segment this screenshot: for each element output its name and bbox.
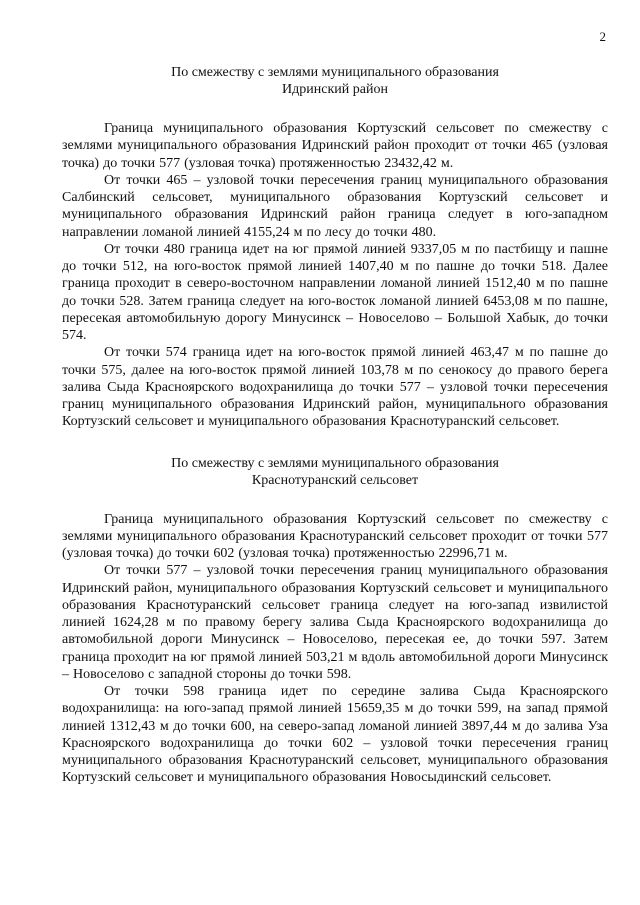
section-krasnoturansky bbox=[62, 455, 608, 787]
paragraph: От точки 574 граница идет на юго-восток прямой линией 463,47 м по пашне до точки 575, далее на юго-восток прямой линией 103,78 м по сенокосу до правого берега залива Сыда Красноярского водохранилища до точки 577 – узловой точки пересечения границ муниципального образования Идринский район, муниципального образования Кортузский сельсовет и муниципального образования Краснотуранский сельсовет. bbox=[62, 345, 608, 430]
paragraph: От точки 480 граница идет на юг прямой линией 9337,05 м по пастбищу и пашне до точки 512, на юго-восток прямой линией 1407,40 м по пашне до точки 518. Далее граница проходит в северо-восточном направлении ломаной линией 1512,40 м по пашне до точки 528. Затем граница следует на юго-восток ломаной линией 6453,08 м по пашне, пересекая автомобильную дорогу Минусинск – Новоселово – Большой Хабык, до точки 574. bbox=[62, 241, 608, 343]
section-heading: По смежеству с землями муниципального образования Краснотуранский сельсовет bbox=[171, 455, 499, 488]
document-body bbox=[62, 64, 608, 787]
paragraph: От точки 598 граница идет по середине залива Сыда Красноярского водохранилища: на юго-запад прямой линией 15659,35 м до точки 599, на запад прямой линией 1312,43 м до точки 600, на северо-запад ломаной линией 3897,44 м до залива Уза Красноярского водохранилища до точки 602 – узловой точки пересечения границ муниципального образования Краснотуранский сельсовет, муниципального образования Кортузский сельсовет и муниципального образования Новосыдинский сельсовет. bbox=[62, 684, 608, 786]
section-heading: По смежеству с землями муниципального образования Идринский район bbox=[171, 65, 499, 97]
section-idrinsky bbox=[62, 64, 608, 431]
paragraph: От точки 465 – узловой точки пересечения границ муниципального образования Салбинский сельсовет, муниципального образования Кортузский сельсовет и муниципального образования Идринский район граница следует в юго-западном направлении ломаной линией 4155,24 м по лесу до точки 480. bbox=[62, 172, 608, 240]
paragraph: От точки 577 – узловой точки пересечения границ муниципального образования Идринский район, муниципального образования Кортузский сельсовет и муниципального образования Краснотуранский сельсовет граница следует на юго-запад извилистой линией 1624,28 м по правому берегу залива Сыда Красноярского водохранилища до автомобильной дороги Минусинск – Новоселово, пересекая ее, до точки 597. Затем граница проходит на юг прямой линией 503,21 м вдоль автомобильной дороги Минусинск – Новоселово с западной стороны до точки 598. bbox=[62, 563, 608, 682]
page-number: 2 bbox=[599, 29, 606, 44]
paragraph: Граница муниципального образования Кортузский сельсовет по смежеству с землями муниципального образования Краснотуранский сельсовет проходит от точки 577 (узловая точка) до точки 602 (узловая точка) протяженностью 22996,71 м. bbox=[62, 511, 608, 561]
paragraph: Граница муниципального образования Кортузский сельсовет по смежеству с землями муниципального образования Идринский район проходит от точки 465 (узловая точка) до точки 577 (узловая точка) протяженностью 23432,42 м. bbox=[62, 121, 608, 171]
